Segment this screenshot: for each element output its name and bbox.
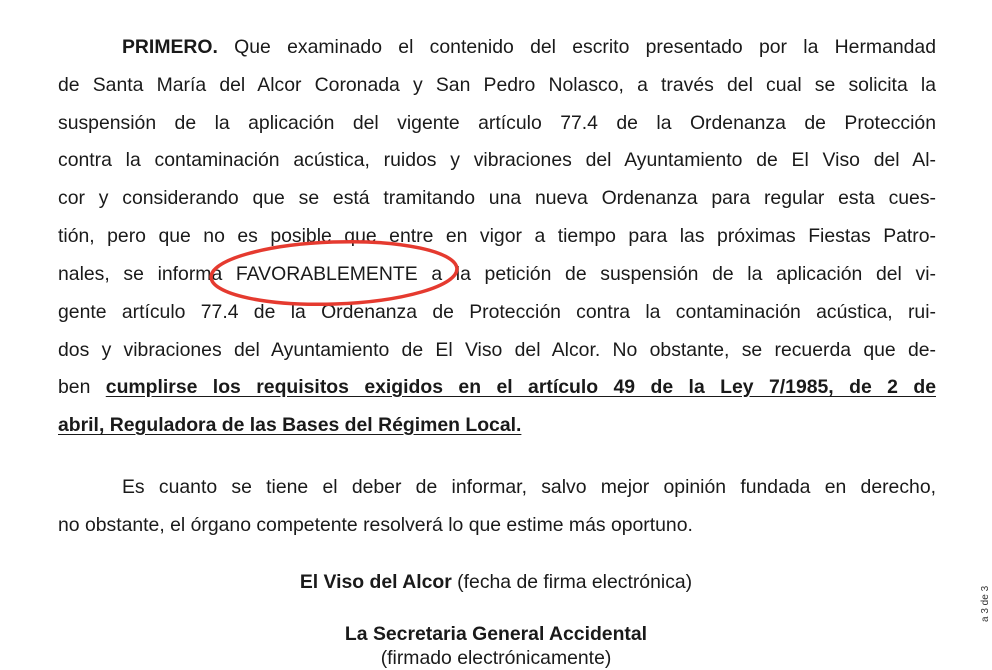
text-line: tión, pero que no es posible que entre en vigor a tiempo para las próximas Fiestas Patro- — [58, 225, 936, 247]
text-line — [58, 413, 936, 437]
signature-note: (firmado electrónicamente) — [380, 647, 612, 669]
legal-reference-end: abril, Reguladora de las Bases del Régimen Local. — [58, 414, 522, 436]
text-line: dos y vibraciones del Ayuntamiento de El Viso del Alcor. No obstante, se recuerda que de- — [58, 339, 936, 361]
heading-primero: PRIMERO. — [122, 36, 218, 58]
text-line: gente artículo 77.4 de la Ordenanza de Protección contra la contaminación acústica, rui- — [58, 301, 936, 323]
page-indicator: a 3 de 3 — [980, 585, 991, 622]
text-line: PRIMERO. Que examinado el contenido del escrito presentado por la Hermandad — [122, 36, 936, 58]
text-line: de Santa María del Alcor Coronada y San Pedro Nolasco, a través del cual se solicita la — [58, 74, 936, 96]
text-line: suspensión de la aplicación del vigente artículo 77.4 de la Ordenanza de Protección — [58, 112, 936, 134]
text-line: contra la contaminación acústica, ruidos y vibraciones del Ayuntamiento de El Viso del Al- — [58, 149, 936, 171]
text-line: no obstante, el órgano competente resolverá lo que estime más oportuno. — [58, 514, 693, 536]
legal-reference: cumplirse los requisitos exigidos en el artículo 49 de la Ley 7/1985, de 2 de — [105, 376, 936, 398]
text-line: cor y considerando que se está tramitando una nueva Ordenanza para regular esta cues- — [58, 187, 936, 209]
text-line: ben cumplirse los requisitos exigidos en el artículo 49 de la Ley 7/1985, de 2 de — [58, 376, 936, 398]
place-and-date: El Viso del Alcor (fecha de firma electrónica) — [299, 571, 693, 593]
signature-title: La Secretaria General Accidental — [344, 623, 648, 645]
text-line: nales, se informa FAVORABLEMENTE a la petición de suspensión de la aplicación del vi- — [58, 263, 936, 285]
text-line: Es cuanto se tiene el deber de informar, salvo mejor opinión fundada en derecho, — [122, 476, 936, 498]
